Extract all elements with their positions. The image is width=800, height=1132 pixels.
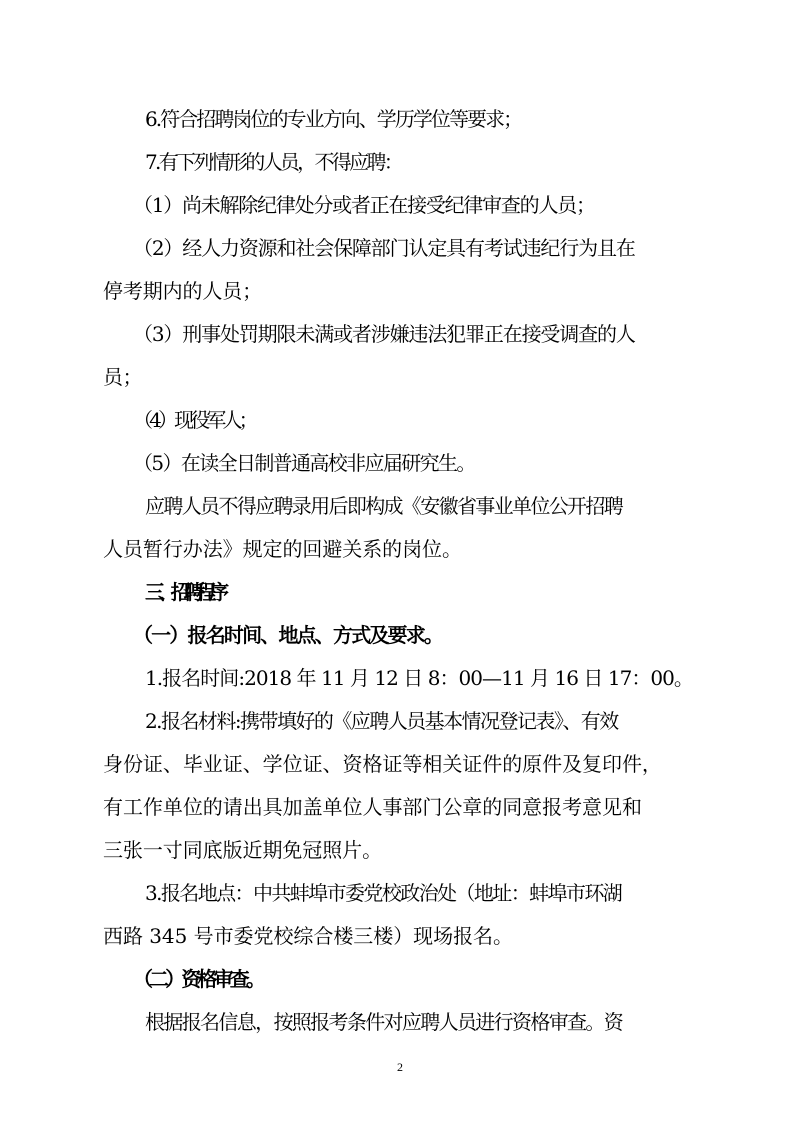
- registration-location-line-1: 3.报名地点：中共蚌埠市委党校政治处（地址：蚌埠市环湖: [145, 881, 622, 905]
- registration-location-line-2: 西路 345 号市委党校综合楼三楼）现场报名。: [103, 924, 513, 948]
- criterion-7: 7.有下列情形的人员，不得应聘：: [145, 150, 402, 174]
- registration-materials-line-1: 2.报名材料:携带填好的《应聘人员基本情况登记表》、有效: [145, 709, 618, 733]
- page-number: 2: [397, 1060, 403, 1074]
- subsection-heading-registration: （一）报名时间、地点、方式及要求。: [133, 623, 443, 647]
- exclusion-2-line-1: （2）经人力资源和社会保障部门认定具有考试违纪行为且在: [133, 236, 635, 260]
- registration-materials-line-2: 身份证、毕业证、学位证、资格证等相关证件的原件及复印件，: [103, 752, 662, 776]
- exclusion-1: （1）尚未解除纪律处分或者正在接受纪律审查的人员；: [133, 193, 595, 217]
- exclusion-5: （5）在读全日制普通高校非应届研究生。: [133, 451, 475, 475]
- exclusion-3-line-1: （3）刑事处罚期限未满或者涉嫌违法犯罪正在接受调查的人: [133, 322, 635, 346]
- exclusion-3-line-2: 员；: [103, 365, 142, 389]
- registration-materials-line-3: 有工作单位的请出具加盖单位人事部门公章的同意报考意见和: [103, 795, 642, 819]
- avoidance-line-2: 人员暂行办法》规定的回避关系的岗位。: [103, 537, 462, 561]
- subsection-heading-qualification-review: （二）资格审查。: [133, 967, 262, 991]
- criterion-6: 6.符合招聘岗位的专业方向、学历学位等要求；: [145, 107, 522, 131]
- registration-time: 1.报名时间:2018 年 11 月 12 日 8：00—11 月 16 日 17：00。: [145, 666, 693, 690]
- exclusion-2-line-2: 停考期内的人员；: [103, 279, 262, 303]
- avoidance-line-1: 应聘人员不得应聘录用后即构成《安徽省事业单位公开招聘: [145, 494, 623, 518]
- registration-materials-line-4: 三张一寸同底版近期免冠照片。: [103, 838, 383, 862]
- section-heading-recruitment-procedure: 三、招聘程序: [145, 580, 222, 604]
- qualification-review-text: 根据报名信息，按照报考条件对应聘人员进行资格审查。资: [145, 1010, 623, 1034]
- exclusion-4: （4）现役军人；: [133, 408, 255, 432]
